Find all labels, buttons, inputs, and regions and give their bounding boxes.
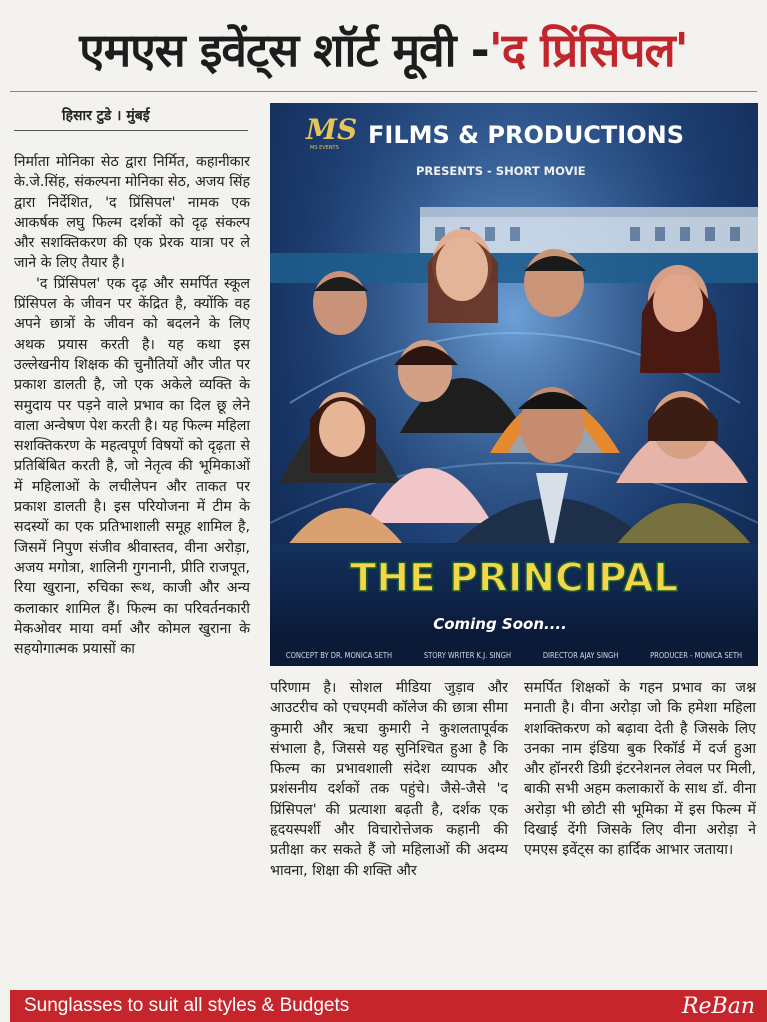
article-column-1 <box>14 152 250 974</box>
advertisement-strip <box>10 990 767 1022</box>
movie-poster <box>270 103 758 666</box>
logo-sub: MS EVENTS <box>310 145 339 151</box>
paragraph-4: समर्पित शिक्षकों के गहन प्रभाव का जश्न मनाती है। वीना अरोड़ा जो कि हमेशा महिला शशक्तिकरण को बढ़ावा देती है जिसके लिए उनका नाम इंडिया बुक रिकॉर्ड में दर्ज हुआ और हॉनररी डिग्री इंटरनेशनल लेवल पर मिली, बाकी सभी अहम कलाकारों के साथ डॉ. वीना अरोड़ा भी छोटी सी भूमिका में इस फिल्म में दिखाई देंगी जिसके लिए वीना अरोड़ा ने एमएस इवेंट्स का हार्दिक आभार जताया। <box>524 680 756 859</box>
logo-letters: MS <box>306 113 358 146</box>
credit-producer: PRODUCER - MONICA SETH <box>650 650 743 660</box>
presents-line: PRESENTS - SHORT MOVIE <box>416 164 586 178</box>
ad-text: Sunglasses to suit all styles & Budgets <box>24 995 350 1016</box>
ad-brand-signature: ReBan <box>681 993 755 1019</box>
poster-art <box>270 103 758 666</box>
headline <box>0 6 767 92</box>
headline-main: एमएस इवेंट्स शॉर्ट मूवी - <box>79 23 489 77</box>
article-column-2 <box>270 678 508 976</box>
credit-director: DIRECTOR AJAY SINGH <box>542 650 619 660</box>
byline: हिसार टुडे । मुंबई <box>62 108 150 124</box>
coming-soon: Coming Soon.... <box>433 615 567 633</box>
studio-name: FILMS & PRODUCTIONS <box>368 121 684 149</box>
ms-logo <box>305 113 357 151</box>
credit-bar <box>270 644 758 666</box>
paragraph-1: निर्माता मोनिका सेठ द्वारा निर्मित, कहानीकार के.जे.सिंह, संकल्पना मोनिका सेठ, अजय सिंह द्वारा निर्देशित, 'द प्रिंसिपल' नामक एक आकर्षक लघु फिल्म दर्शकों को दृढ़ संकल्प और सशक्तिकरण की एक प्रेरक यात्रा पर ले जाने के लिए तैयार है। <box>14 154 250 272</box>
paragraph-2: 'द प्रिंसिपल' एक दृढ़ और समर्पित स्कूल प्रिंसिपल के जीवन पर केंद्रित है, क्योंकि वह अपने छात्रों के जीवन को बदलने के लिए अथक प्रयास करती है। यह कथा इस उल्लेखनीय शिक्षक की चुनौतियों और जीत पर प्रकाश डालती है, जो एक अकेले व्यक्ति के समुदाय पर पड़ने वाले प्रभाव का दिल छू लेने वाला अन्वेषण पेश करती है। यह फिल्म महिला सशक्तिकरण के महत्वपूर्ण विषयों को दृढ़ता से प्रतिबिंबित करती है, जो नेतृत्व की भूमिकाओं में महिलाओं के लचीलेपन और ताकत पर प्रकाश डालती है। इस परियोजना में टीम के सदस्यों का एक प्रतिभाशाली समूह शामिल है, जिसमें निपुण संजीव श्रीवास्तव, वीना अरोड़ा, अजय मगोत्रा, शालिनी गुगनानी, प्रीति राजपूत, रिया खुराना, रुचिका रूथ, काजी और अन्य कलाकार शामिल हैं। फिल्म का परिवर्तनकारी मेकओवर माया वर्मा और कोमल खुराना के सहयोगात्मक प्रयासों का <box>14 275 250 658</box>
credit-story: STORY WRITER K.J. SINGH <box>423 650 512 660</box>
poster-title: THE PRINCIPAL <box>349 556 679 601</box>
headline-accent: 'द प्रिंसिपल' <box>488 23 688 77</box>
byline-rule <box>14 130 248 131</box>
headline-rule <box>10 91 757 92</box>
article-column-3 <box>524 678 756 976</box>
paragraph-3: परिणाम है। सोशल मीडिया जुड़ाव और आउटरीच को एचएमवी कॉलेज की छात्रा सीमा कुमारी और ऋचा कुमारी ने कुशलतापूर्वक संभाला है, जिससे यह सुनिश्चित हुआ है कि फिल्म का प्रभावशाली संदेश व्यापक और प्रशंसनीय दर्शकों तक पहुंचे। जैसे-जैसे 'द प्रिंसिपल' की प्रत्याशा बढ़ती है, दर्शक एक हृदयस्पर्शी और विचारोत्तेजक कहानी की प्रतीक्षा कर सकते हैं जो महिलाओं की अदम्य भावना, शिक्षा की शक्ति और <box>270 680 508 879</box>
credit-concept: CONCEPT BY DR. MONICA SETH <box>285 650 393 660</box>
